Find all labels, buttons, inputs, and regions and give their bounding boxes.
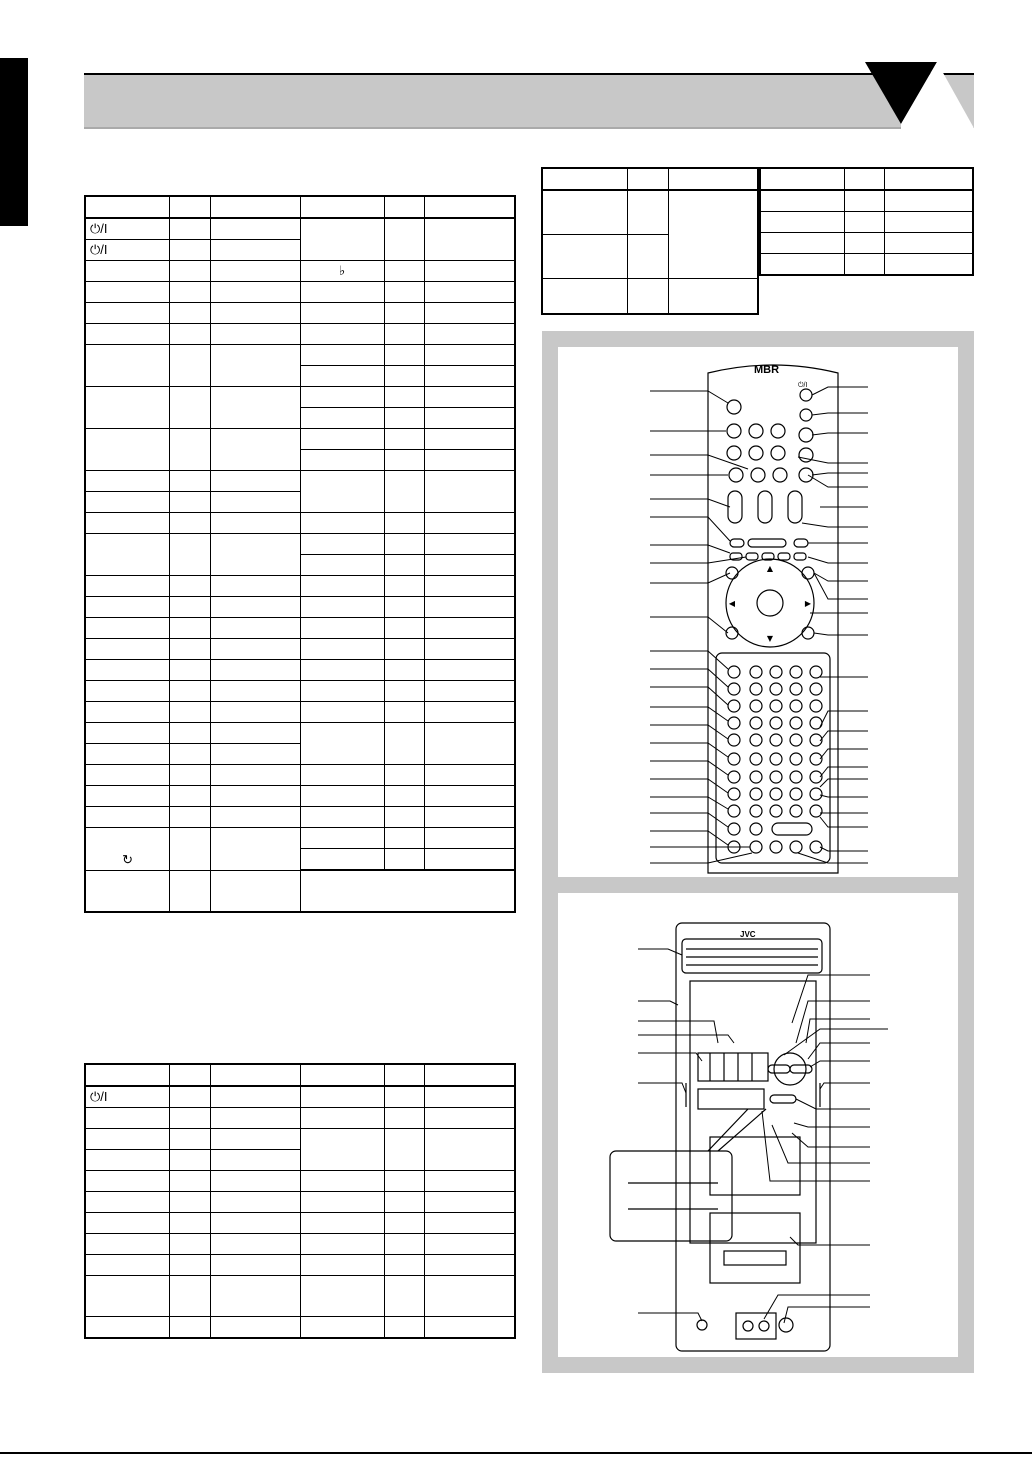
flat-symbol: ♭ (300, 261, 384, 282)
main-unit-illustration (558, 893, 958, 1357)
svg-text:▼: ▼ (766, 634, 774, 643)
small-table-left (541, 167, 759, 315)
svg-text:▲: ▲ (766, 564, 774, 573)
remote-power-symbol-2: ⏻/I (85, 240, 170, 261)
section-banner (84, 73, 974, 129)
remote-buttons-table (84, 195, 516, 913)
repeat-symbol: ↻ (85, 828, 170, 871)
remote-power-label: ⏻/I (798, 382, 808, 389)
unit-power-symbol: ⏻/I (85, 1086, 170, 1108)
unit-brand-label: JVC (740, 930, 756, 939)
unit-buttons-table (84, 1063, 516, 1339)
remote-brand-label: MBR (754, 364, 780, 376)
page-bottom-rule (0, 1452, 1032, 1454)
remote-control-illustration (558, 347, 958, 877)
svg-text:◀: ◀ (728, 599, 736, 608)
small-table-right (759, 167, 974, 276)
section-banner-arrow (855, 62, 975, 130)
svg-text:▶: ▶ (804, 599, 812, 608)
remote-power-symbol-1: ⏻/I (85, 218, 170, 240)
language-side-tab (0, 58, 28, 226)
